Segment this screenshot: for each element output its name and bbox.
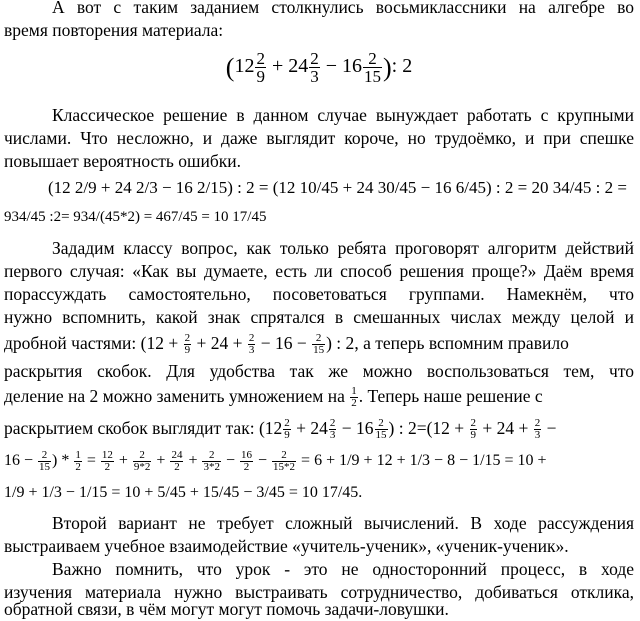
p3-line8-text: раскрытием скобок выглядит так: (4, 418, 255, 438)
p3-line7-text-a: деление на 2 можно заменить умножением на (4, 386, 345, 406)
expanded-expression: (12 + $\frac{2}{9}$ + 24 + $\frac{2}{3}$ − 16 − $\frac{2}{15}$ ) : 2 (140, 332, 355, 357)
equation-3: 6 + 1/9 + 12 + 1/3 − 8 − 1/15 = 10 + (314, 452, 547, 469)
p3-line7-text-b: . Теперь наше решение с (358, 386, 543, 406)
p3-line5-text-b: , а теперь вспомним правило (354, 333, 569, 353)
equation-1: (12 2/9 + 24 2/3 − 16 2/15) : 2 = (12 10/45 + 24 30/45 − 16 6/45) : 2 = 20 34/45 : 2 = (48, 178, 627, 197)
p3-line5-text-a: дробной частями: (4, 333, 137, 353)
p3-line3: порассуждать самостоятельно, посоветоваться группами. Намекнём, что (4, 284, 634, 304)
p3-line4: нужно вспомнить, какой знак спрятался в смешанных числах между целой и (4, 307, 634, 327)
half-fraction: $\frac{1}{2}$ (351, 385, 357, 410)
p1-line2: время повторения материала: (4, 20, 224, 40)
p5-line1: Важно помнить, что урок - это не односторонний процесс, в ходе (52, 559, 634, 579)
p5-line3: обратной связи, в чём могут могут помочь задачи-ловушки. (4, 599, 449, 619)
p4-line1: Второй вариант не требует сложный вычислений. В ходе рассуждения (52, 513, 634, 533)
p3-line1: Зададим классу вопрос, как только ребята проговорят алгоритм действий (52, 238, 634, 258)
p1-line1: А вот с таким заданием столкнулись восьмиклассники на алгебре во (52, 0, 634, 17)
p3-line8: раскрытием скобок выглядит так: (12 $\frac{2}{9}$ + 24 $\frac{2}{3}$ − 16 $\frac{2}{15}$ ) : 2=(12 + $\frac{2}{9}$ + 24 + $\frac{2}{3}$ − (4, 417, 557, 442)
p4-line2: выстраиваем учебное взаимодействие «учитель-ученик», «ученик-ученик». (4, 536, 569, 556)
p3-line5 (4, 332, 634, 356)
p5-line2: изучения материала нужно выстраивать сотрудничество, добиваться отклика, (4, 582, 634, 602)
p2-line2: числами. Что несложно, и даже выглядит короче, но трудоёмко, и при спешке (4, 128, 634, 148)
p3-line2: первого случая: «Как вы думаете, есть ли способ решения проще?» Даём время (4, 261, 634, 281)
p2-line3: повышает вероятность ошибки. (4, 151, 242, 171)
p3-line6: раскрытия скобок. Для удобства так же можно воспользоваться тем, что (4, 361, 634, 381)
task-expression: (12 $\frac{2}{9}$ + 24 $\frac{2}{3}$ − 16 $\frac{2}{15}$ ): 2 (225, 49, 413, 86)
equation-4: 1/9 + 1/3 − 1/15 = 10 + 5/45 + 15/45 − 3/45 = 10 17/45. (4, 484, 363, 501)
p3-line9: 16 − $\frac{2}{15}$ ) * $\frac{1}{2}$ = $\frac{12}{2}$ + $\frac{2}{9*2}$ + $\frac{24}{2}$ + $\frac{2}{3*2}$ − $\frac{16}{2}$ − $\frac{2}{15*2}$ = 6 + 1/9 + 12 + 1/3 − 8 − 1/15 = 10 + (4, 448, 547, 473)
p2-line1: Классическое решение в данном случае вынуждает работать с крупными (52, 105, 634, 125)
p3-line7 (4, 385, 634, 409)
equation-2: 934/45 :2= 934/(45*2) = 467/45 = 10 17/45 (4, 209, 267, 225)
